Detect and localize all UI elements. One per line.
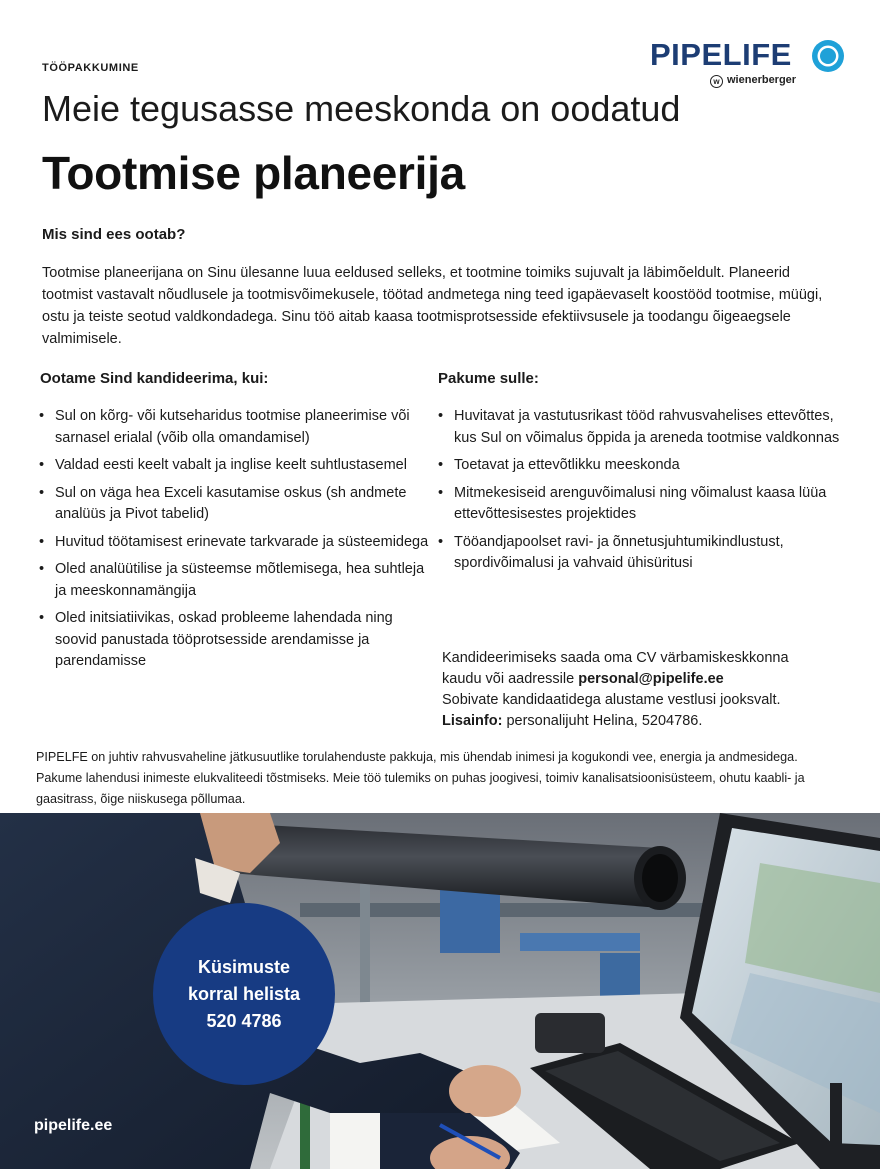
apply-line-2: kaudu või aadressile personal@pipelife.ee — [442, 671, 724, 687]
offer-heading: Pakume sulle: — [438, 370, 539, 387]
list-item: • Toetavat ja ettevõtlikku meeskonda — [437, 455, 842, 477]
apply-line-3: Sobivate kandidaatidega alustame vestlusi jooksvalt. — [442, 692, 781, 708]
callout-line-1: Küsimuste — [197, 956, 291, 977]
bullet-icon: • — [39, 561, 45, 577]
call-callout-badge — [153, 903, 335, 1085]
bullet-icon: • — [39, 610, 45, 626]
list-item: • Oled analüütilise ja süsteemse mõtlemisega, hea suhtleja ja meeskonnamängija — [39, 561, 425, 599]
list-item: • Tööandjapoolset ravi- ja õnnetusjuhtumikindlustust, spordivõimalusi ja vahvaid ühisüritusi — [438, 533, 784, 571]
requirements-heading: Ootame Sind kandideerima, kui: — [40, 370, 269, 387]
list-item: • Huvitud töötamisest erinevate tarkvarade ja süsteemidega — [38, 532, 430, 554]
apply-line-4 — [442, 711, 852, 732]
logo-wordmark: PIPELIFE — [650, 37, 792, 72]
bullet-icon: • — [438, 533, 444, 550]
offer-list — [437, 406, 842, 581]
website-link[interactable]: pipelife.ee — [34, 1117, 113, 1134]
apply-line-1: Kandideerimiseks saada oma CV värbamiskeskkonna — [442, 650, 789, 666]
list-item: • Mitmekesiseid arenguvõimalusi ning võimalust kaasa lüüa ettevõttesisestes projektides — [438, 484, 827, 522]
pipelife-logo — [650, 38, 846, 90]
eyebrow-label: TÖÖPAKKUMINE — [42, 62, 139, 74]
logo-subbrand — [710, 73, 796, 88]
company-about: PIPELFE on juhtiv rahvusvaheline jätkusuutlike torulahenduste pakkuja, mis ühendab inimesi ja kogukondi vee, energia ja andmesidega. Pakume lahendusi inimeste elukvaliteedi tõstmiseks. Meie töö tulemiks on puhas joogivesi, toimiv kanalisatsioonisüsteem, ohutu kaabli- ja gaasitrass, õige niiskusega põllumaa. — [36, 750, 805, 806]
wienerberger-mark-icon: w — [710, 75, 723, 88]
list-item: • Huvitavat ja vastutusrikast tööd rahvusvahelises ettevõttes, kus Sul on võimalus õppida ja areneda tootmise valdkonnas — [438, 408, 840, 446]
intro-paragraph: Tootmise planeerijana on Sinu ülesanne luua eeldused selleks, et tootmine toimiks sujuvalt ja läbimõeldult. Planeerid tootmist vastavalt nõudlusele ja tootmisvõimekusele, töötad andmetega ning teed igapäevaselt koostööd tootmise, müügi, ostu ja teiste seotud valdkondadega. Sinu töö aitab kaasa tootmisprotsesside efektiivsusele ja toodangu õigeaegsele valmimisele. — [42, 265, 823, 347]
callout-line-2: korral helista — [187, 983, 301, 1004]
bullet-icon: • — [438, 484, 444, 501]
factory-photo — [0, 813, 880, 1169]
application-info — [442, 648, 852, 732]
bullet-icon: • — [39, 533, 45, 550]
list-item: • Sul on kõrg- või kutseharidus tootmise planeerimise või sarnasel erialal (võib olla omandamisel) — [39, 408, 410, 446]
page-subtitle: Meie tegusasse meeskonda on oodatud — [42, 88, 681, 129]
list-item: • Valdad eesti keelt vabalt ja inglise keelt suhtlustasemel — [38, 455, 430, 477]
logo-ring-icon — [811, 39, 845, 73]
info-text: personalijuht Helina, 5204786. — [506, 713, 703, 729]
logo-subbrand-text: wienerberger — [727, 74, 797, 86]
requirements-list — [38, 406, 430, 679]
callout-phone[interactable]: 520 4786 — [206, 1010, 282, 1031]
intro-question: Mis sind ees ootab? — [42, 226, 186, 243]
bullet-icon: • — [39, 408, 45, 424]
bullet-icon: • — [39, 484, 45, 501]
list-item: • Oled initsiatiivikas, oskad probleeme lahendada ning soovid panustada tööprotsesside arendamisse ja parendamisse — [39, 610, 393, 669]
page-title: Tootmise planeerija — [42, 147, 465, 199]
bullet-icon: • — [438, 457, 444, 473]
bullet-icon: • — [438, 408, 444, 424]
list-item: • Sul on väga hea Exceli kasutamise oskus (sh andmete analüüs ja Pivot tabelid) — [39, 484, 407, 522]
email-link[interactable]: personal@pipelife.ee — [578, 671, 724, 687]
factory-photo-illustration — [0, 813, 880, 1169]
bullet-icon: • — [39, 457, 45, 473]
info-label: Lisainfo: — [442, 713, 503, 729]
